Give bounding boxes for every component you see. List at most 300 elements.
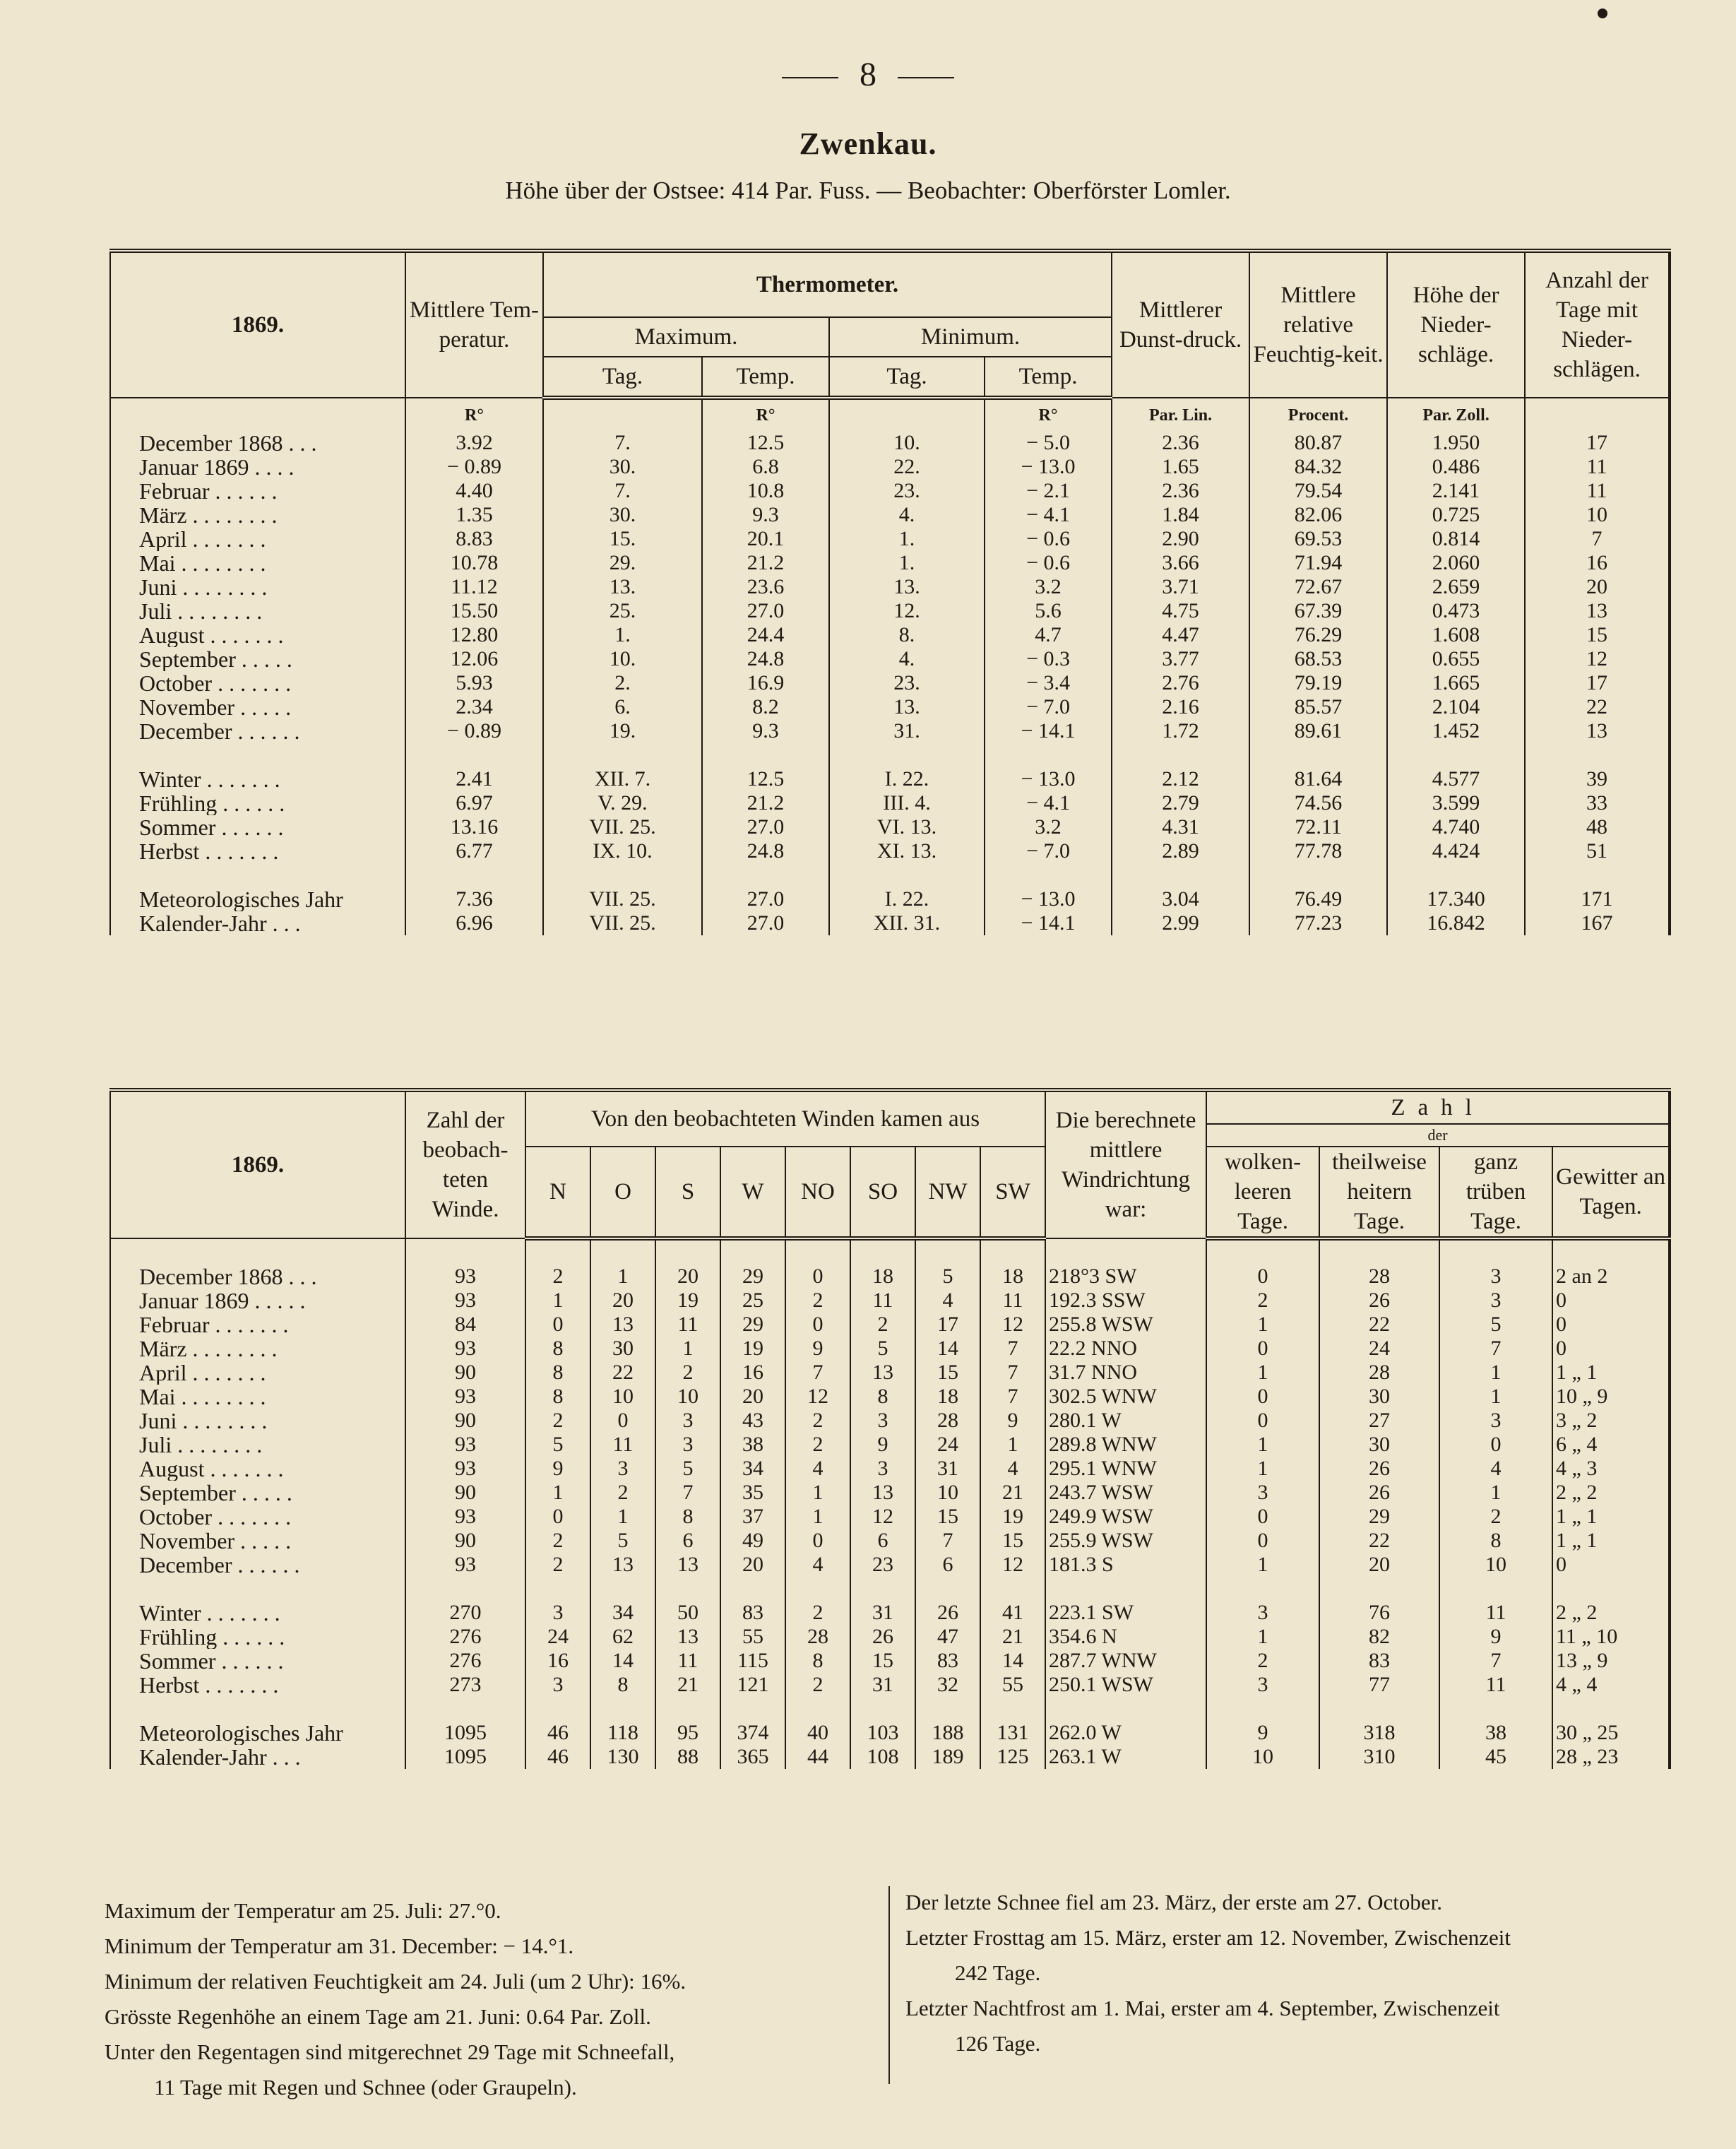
row-label: August . . . . . . . [110, 623, 405, 647]
spacer-cell [655, 1238, 720, 1265]
min-day: 13. [829, 575, 985, 599]
min-day: 4. [829, 647, 985, 671]
max-day: 6. [543, 695, 702, 719]
mean-temp: 12.80 [405, 623, 543, 647]
spacer-cell [850, 1238, 915, 1265]
wind-so: 26 [850, 1625, 915, 1649]
month-row [110, 455, 1670, 479]
wind-w: 29 [720, 1265, 785, 1289]
spacer-cell [405, 743, 543, 767]
month-row [110, 1409, 1670, 1433]
overcast-days: 11 [1439, 1673, 1552, 1697]
header-max-temp: Temp. [702, 357, 829, 398]
thunderstorm-days: 0 [1552, 1553, 1670, 1577]
wind-n: 8 [525, 1361, 590, 1385]
wind-o: 130 [590, 1745, 655, 1769]
wind-so: 8 [850, 1385, 915, 1409]
page-number-text: 8 [860, 56, 876, 93]
header-dir-s: S [655, 1147, 720, 1238]
note-line: Minimum der Temperatur am 31. December: − 14.°1. [105, 1934, 574, 1958]
row-label: Winter . . . . . . . [110, 767, 405, 791]
wind-sw: 21 [980, 1625, 1045, 1649]
month-row [110, 479, 1670, 503]
row-label: Herbst . . . . . . . [110, 839, 405, 863]
wind-n: 46 [525, 1721, 590, 1745]
mean-wind-direction: 243.7 WSW [1045, 1481, 1206, 1505]
partly-clear-days: 30 [1319, 1385, 1439, 1409]
month-row [110, 1289, 1670, 1313]
wind-count: 1095 [405, 1721, 525, 1745]
wind-o: 3 [590, 1457, 655, 1481]
table2-year-header: 1869. [110, 1090, 405, 1238]
season-row [110, 1625, 1670, 1649]
wind-o: 1 [590, 1265, 655, 1289]
wind-o: 11 [590, 1433, 655, 1457]
partly-clear-days: 30 [1319, 1433, 1439, 1457]
unit-cell [1525, 398, 1670, 431]
wind-no: 0 [785, 1265, 850, 1289]
month-row [110, 671, 1670, 695]
mean-temp: 7.36 [405, 887, 543, 911]
wind-o: 30 [590, 1337, 655, 1361]
clear-days: 1 [1206, 1625, 1319, 1649]
row-label: Januar 1869 . . . . [110, 455, 405, 479]
wind-no: 0 [785, 1529, 850, 1553]
wind-w: 19 [720, 1337, 785, 1361]
wind-nw: 6 [915, 1553, 980, 1577]
clear-days: 0 [1206, 1409, 1319, 1433]
mean-wind-direction: 280.1 W [1045, 1409, 1206, 1433]
min-day: I. 22. [829, 887, 985, 911]
min-temp: − 0.6 [985, 551, 1112, 575]
thunderstorm-days: 1 „ 1 [1552, 1505, 1670, 1529]
month-row [110, 1433, 1670, 1457]
min-day: 8. [829, 623, 985, 647]
header-thermometer: Thermometer. [543, 251, 1112, 317]
max-temp: 10.8 [702, 479, 829, 503]
thunderstorm-days: 0 [1552, 1337, 1670, 1361]
thunderstorm-days: 10 „ 9 [1552, 1385, 1670, 1409]
header-zahl: Zahl [1206, 1090, 1670, 1124]
spacer-cell [785, 1577, 850, 1601]
wind-so: 9 [850, 1433, 915, 1457]
row-label: October . . . . . . . [110, 1505, 405, 1529]
mean-temp: 6.77 [405, 839, 543, 863]
clear-days: 3 [1206, 1601, 1319, 1625]
month-row [110, 431, 1670, 455]
precip-days: 48 [1525, 815, 1670, 839]
max-temp: 27.0 [702, 911, 829, 935]
precipitation: 1.452 [1387, 719, 1525, 743]
row-label: April . . . . . . . [110, 1361, 405, 1385]
mean-wind-direction: 263.1 W [1045, 1745, 1206, 1769]
wind-n: 2 [525, 1409, 590, 1433]
wind-count: 84 [405, 1313, 525, 1337]
precip-days: 17 [1525, 431, 1670, 455]
wind-s: 13 [655, 1625, 720, 1649]
wind-count: 93 [405, 1289, 525, 1313]
clear-days: 9 [1206, 1721, 1319, 1745]
mean-wind-direction: 31.7 NNO [1045, 1361, 1206, 1385]
spacer-cell [110, 1238, 405, 1265]
unit-cell: Par. Zoll. [1387, 398, 1525, 431]
spacer-cell [1045, 1697, 1206, 1721]
note-line: Unter den Regentagen sind mitgerechnet 29 Tage mit Schneefall, [105, 2040, 675, 2064]
spacer-cell [1439, 1577, 1552, 1601]
wind-so: 31 [850, 1601, 915, 1625]
mean-wind-direction: 181.3 S [1045, 1553, 1206, 1577]
row-label: April . . . . . . . [110, 527, 405, 551]
clear-days: 1 [1206, 1361, 1319, 1385]
min-temp: 4.7 [985, 623, 1112, 647]
max-temp: 9.3 [702, 503, 829, 527]
header-minimum: Minimum. [829, 317, 1112, 357]
weather-table-body [110, 398, 1670, 935]
partly-clear-days: 82 [1319, 1625, 1439, 1649]
overcast-days: 7 [1439, 1337, 1552, 1361]
vapour-pressure: 1.84 [1112, 503, 1249, 527]
row-label: Mai . . . . . . . . [110, 1385, 405, 1409]
spacer-row [110, 863, 1670, 887]
min-temp: − 3.4 [985, 671, 1112, 695]
overcast-days: 1 [1439, 1481, 1552, 1505]
max-temp: 27.0 [702, 815, 829, 839]
wind-o: 1 [590, 1505, 655, 1529]
vapour-pressure: 2.36 [1112, 479, 1249, 503]
spacer-cell [110, 1697, 405, 1721]
month-row [110, 599, 1670, 623]
clear-days: 2 [1206, 1289, 1319, 1313]
precipitation: 2.659 [1387, 575, 1525, 599]
min-temp: − 13.0 [985, 455, 1112, 479]
wind-count: 270 [405, 1601, 525, 1625]
humidity: 81.64 [1249, 767, 1387, 791]
max-day: VII. 25. [543, 911, 702, 935]
min-day: 22. [829, 455, 985, 479]
min-temp: − 13.0 [985, 887, 1112, 911]
overcast-days: 0 [1439, 1433, 1552, 1457]
humidity: 79.19 [1249, 671, 1387, 695]
partly-clear-days: 20 [1319, 1553, 1439, 1577]
month-row [110, 527, 1670, 551]
vapour-pressure: 2.90 [1112, 527, 1249, 551]
partly-clear-days: 22 [1319, 1313, 1439, 1337]
min-temp: − 14.1 [985, 911, 1112, 935]
spacer-cell [405, 1577, 525, 1601]
humidity: 69.53 [1249, 527, 1387, 551]
mean-wind-direction: 255.9 WSW [1045, 1529, 1206, 1553]
wind-s: 19 [655, 1289, 720, 1313]
wind-nw: 4 [915, 1289, 980, 1313]
wind-o: 13 [590, 1313, 655, 1337]
row-label: August . . . . . . . [110, 1457, 405, 1481]
mean-temp: 1.35 [405, 503, 543, 527]
max-temp: 24.4 [702, 623, 829, 647]
header-maximum: Maximum. [543, 317, 829, 357]
precip-days: 12 [1525, 647, 1670, 671]
row-label: Mai . . . . . . . . [110, 551, 405, 575]
partly-clear-days: 29 [1319, 1505, 1439, 1529]
mean-temp: 4.40 [405, 479, 543, 503]
clear-days: 0 [1206, 1529, 1319, 1553]
wind-count: 93 [405, 1433, 525, 1457]
wind-table-body [110, 1238, 1670, 1769]
page-number [0, 55, 1736, 94]
spacer-cell [1319, 1238, 1439, 1265]
season-row [110, 839, 1670, 863]
wind-no: 9 [785, 1337, 850, 1361]
overcast-days: 3 [1439, 1265, 1552, 1289]
precipitation: 4.577 [1387, 767, 1525, 791]
wind-no: 28 [785, 1625, 850, 1649]
precip-days: 17 [1525, 671, 1670, 695]
wind-nw: 31 [915, 1457, 980, 1481]
thunderstorm-days: 0 [1552, 1289, 1670, 1313]
min-day: 1. [829, 551, 985, 575]
vapour-pressure: 2.36 [1112, 431, 1249, 455]
row-label: Juni . . . . . . . . [110, 1409, 405, 1433]
wind-w: 20 [720, 1553, 785, 1577]
humidity: 71.94 [1249, 551, 1387, 575]
wind-sw: 41 [980, 1601, 1045, 1625]
min-temp: − 0.6 [985, 527, 1112, 551]
wind-so: 3 [850, 1409, 915, 1433]
spacer-cell [829, 743, 985, 767]
thunderstorm-days: 1 „ 1 [1552, 1529, 1670, 1553]
spacer-cell [1552, 1577, 1670, 1601]
vapour-pressure: 2.99 [1112, 911, 1249, 935]
wind-so: 31 [850, 1673, 915, 1697]
min-day: I. 22. [829, 767, 985, 791]
spacer-cell [525, 1577, 590, 1601]
max-day: 13. [543, 575, 702, 599]
overcast-days: 9 [1439, 1625, 1552, 1649]
row-label: November . . . . . [110, 695, 405, 719]
wind-so: 2 [850, 1313, 915, 1337]
vapour-pressure: 2.79 [1112, 791, 1249, 815]
header-dir-nw: NW [915, 1147, 980, 1238]
min-temp: − 13.0 [985, 767, 1112, 791]
wind-nw: 17 [915, 1313, 980, 1337]
mean-wind-direction: 223.1 SW [1045, 1601, 1206, 1625]
spacer-cell [1387, 743, 1525, 767]
wind-count: 90 [405, 1409, 525, 1433]
month-row [110, 1313, 1670, 1337]
wind-s: 11 [655, 1313, 720, 1337]
spacer-cell [980, 1577, 1045, 1601]
max-temp: 20.1 [702, 527, 829, 551]
wind-n: 46 [525, 1745, 590, 1769]
wind-no: 44 [785, 1745, 850, 1769]
mean-temp: 11.12 [405, 575, 543, 599]
month-row [110, 1553, 1670, 1577]
wind-sw: 125 [980, 1745, 1045, 1769]
season-row [110, 815, 1670, 839]
wind-sw: 131 [980, 1721, 1045, 1745]
unit-cell [543, 398, 702, 431]
note-line: Letzter Frosttag am 15. März, erster am 12. November, Zwischenzeit [905, 1925, 1511, 1950]
wind-count: 90 [405, 1481, 525, 1505]
precipitation: 1.608 [1387, 623, 1525, 647]
spacer-cell [785, 1697, 850, 1721]
mean-wind-direction: 289.8 WNW [1045, 1433, 1206, 1457]
header-der: der [1206, 1124, 1670, 1147]
overcast-days: 7 [1439, 1649, 1552, 1673]
vapour-pressure: 2.89 [1112, 839, 1249, 863]
wind-no: 1 [785, 1505, 850, 1529]
wind-nw: 26 [915, 1601, 980, 1625]
precipitation: 2.141 [1387, 479, 1525, 503]
precip-days: 22 [1525, 695, 1670, 719]
month-row [110, 1385, 1670, 1409]
precipitation: 2.060 [1387, 551, 1525, 575]
mean-temp: 10.78 [405, 551, 543, 575]
note-line: Der letzte Schnee fiel am 23. März, der erste am 27. October. [905, 1890, 1443, 1914]
humidity: 84.32 [1249, 455, 1387, 479]
wind-sw: 21 [980, 1481, 1045, 1505]
wind-nw: 10 [915, 1481, 980, 1505]
partly-clear-days: 83 [1319, 1649, 1439, 1673]
precip-days: 167 [1525, 911, 1670, 935]
header-theilweise: theilweise heitern Tage. [1319, 1147, 1439, 1238]
partly-clear-days: 28 [1319, 1265, 1439, 1289]
season-row [110, 1673, 1670, 1697]
wind-so: 23 [850, 1553, 915, 1577]
thunderstorm-days: 0 [1552, 1313, 1670, 1337]
clear-days: 0 [1206, 1505, 1319, 1529]
max-day: 10. [543, 647, 702, 671]
clear-days: 1 [1206, 1313, 1319, 1337]
header-zahl-winde: Zahl der beobach-teten Winde. [405, 1090, 525, 1238]
wind-w: 83 [720, 1601, 785, 1625]
wind-no: 2 [785, 1433, 850, 1457]
wind-no: 2 [785, 1673, 850, 1697]
wind-w: 25 [720, 1289, 785, 1313]
max-day: V. 29. [543, 791, 702, 815]
wind-w: 37 [720, 1505, 785, 1529]
unit-cell: R° [702, 398, 829, 431]
wind-nw: 83 [915, 1649, 980, 1673]
precip-days: 51 [1525, 839, 1670, 863]
unit-cell: Procent. [1249, 398, 1387, 431]
row-label: Frühling . . . . . . [110, 791, 405, 815]
row-label: December . . . . . . [110, 719, 405, 743]
wind-sw: 14 [980, 1649, 1045, 1673]
notes-left [105, 1893, 686, 2105]
unit-cell: R° [405, 398, 543, 431]
month-row [110, 1529, 1670, 1553]
wind-s: 1 [655, 1337, 720, 1361]
note-line: 126 Tage. [955, 2031, 1041, 2056]
header-trueb: ganz trüben Tage. [1439, 1147, 1552, 1238]
min-day: 12. [829, 599, 985, 623]
station-subtitle: Höhe über der Ostsee: 414 Par. Fuss. — Beobachter: Oberförster Lomler. [505, 177, 1231, 204]
row-label: Februar . . . . . . [110, 479, 405, 503]
notes-right [905, 1885, 1511, 2061]
mean-temp: 2.41 [405, 767, 543, 791]
min-day: 1. [829, 527, 985, 551]
month-row [110, 1337, 1670, 1361]
wind-nw: 47 [915, 1625, 980, 1649]
thunderstorm-days: 1 „ 1 [1552, 1361, 1670, 1385]
month-row [110, 647, 1670, 671]
header-niederschlaege: Höhe der Nieder-schläge. [1387, 251, 1525, 398]
max-temp: 24.8 [702, 839, 829, 863]
mean-temp: − 0.89 [405, 719, 543, 743]
wind-s: 10 [655, 1385, 720, 1409]
spacer-cell [1525, 743, 1670, 767]
spacer-cell [405, 1238, 525, 1265]
spacer-row [110, 1697, 1670, 1721]
spacer-cell [980, 1238, 1045, 1265]
spacer-cell [525, 1697, 590, 1721]
mean-temp: 13.16 [405, 815, 543, 839]
vapour-pressure: 1.72 [1112, 719, 1249, 743]
spacer-row [110, 743, 1670, 767]
spacer-cell [702, 863, 829, 887]
wind-sw: 18 [980, 1265, 1045, 1289]
clear-days: 0 [1206, 1385, 1319, 1409]
wind-sw: 19 [980, 1505, 1045, 1529]
year-row [110, 1745, 1670, 1769]
row-label: März . . . . . . . . [110, 503, 405, 527]
min-day: 10. [829, 431, 985, 455]
note-line: Letzter Nachtfrost am 1. Mai, erster am 4. September, Zwischenzeit [905, 1996, 1500, 2020]
wind-s: 5 [655, 1457, 720, 1481]
wind-w: 35 [720, 1481, 785, 1505]
row-label: Herbst . . . . . . . [110, 1673, 405, 1697]
wind-w: 365 [720, 1745, 785, 1769]
wind-no: 8 [785, 1649, 850, 1673]
wind-nw: 5 [915, 1265, 980, 1289]
wind-w: 374 [720, 1721, 785, 1745]
wind-no: 40 [785, 1721, 850, 1745]
wind-no: 2 [785, 1601, 850, 1625]
month-row [110, 503, 1670, 527]
spacer-cell [590, 1697, 655, 1721]
humidity: 76.49 [1249, 887, 1387, 911]
wind-count: 93 [405, 1505, 525, 1529]
overcast-days: 10 [1439, 1553, 1552, 1577]
wind-w: 16 [720, 1361, 785, 1385]
partly-clear-days: 310 [1319, 1745, 1439, 1769]
humidity: 82.06 [1249, 503, 1387, 527]
table1-year-header: 1869. [110, 251, 405, 398]
header-dir-so: SO [850, 1147, 915, 1238]
thunderstorm-days: 2 an 2 [1552, 1265, 1670, 1289]
humidity: 74.56 [1249, 791, 1387, 815]
wind-w: 20 [720, 1385, 785, 1409]
vapour-pressure: 4.75 [1112, 599, 1249, 623]
spacer-cell [1439, 1238, 1552, 1265]
humidity: 72.11 [1249, 815, 1387, 839]
header-dir-sw: SW [980, 1147, 1045, 1238]
spacer-cell [405, 1697, 525, 1721]
spacer-cell [915, 1577, 980, 1601]
spacer-cell [985, 743, 1112, 767]
max-temp: 27.0 [702, 599, 829, 623]
wind-o: 8 [590, 1673, 655, 1697]
notes-divider [888, 1886, 890, 2084]
partly-clear-days: 26 [1319, 1481, 1439, 1505]
spacer-cell [110, 863, 405, 887]
wind-sw: 4 [980, 1457, 1045, 1481]
spacer-cell [720, 1238, 785, 1265]
min-temp: − 7.0 [985, 839, 1112, 863]
header-winde-aus: Von den beobachteten Winden kamen aus [525, 1090, 1045, 1147]
wind-o: 5 [590, 1529, 655, 1553]
spacer-cell [829, 863, 985, 887]
